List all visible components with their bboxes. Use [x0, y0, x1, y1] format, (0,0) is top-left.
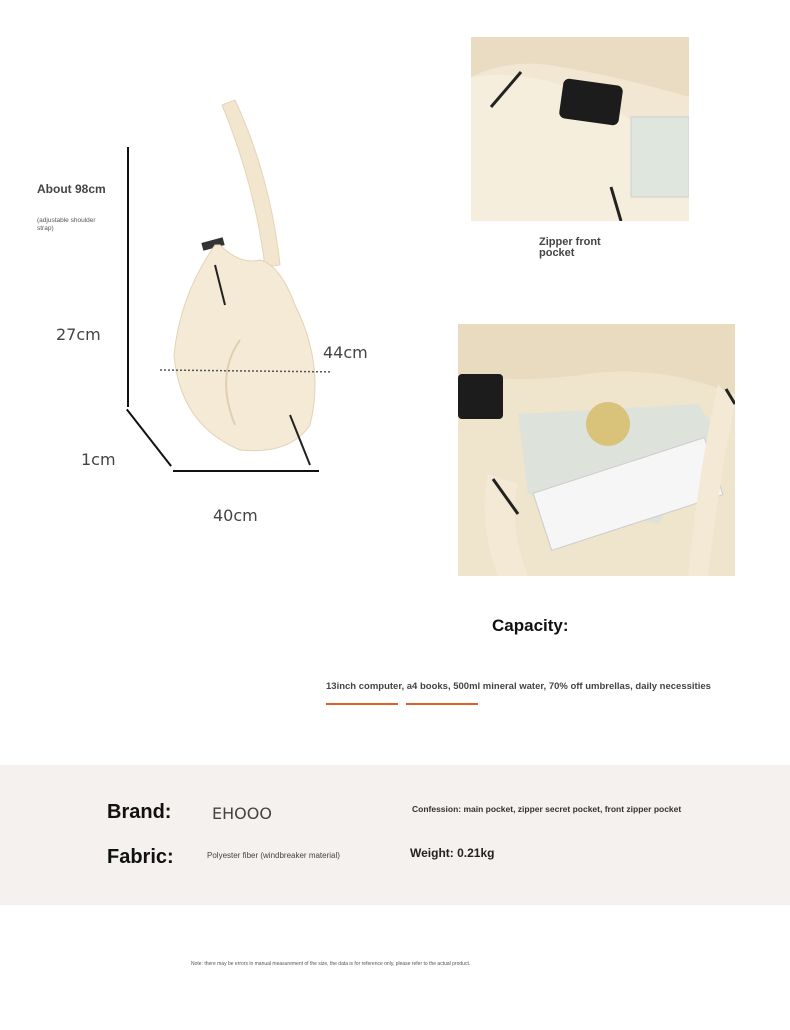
- strap-length-label: About 98cm: [37, 182, 106, 196]
- brand-value: EHOOO: [212, 804, 272, 823]
- fabric-value: Polyester fiber (windbreaker material): [207, 851, 340, 860]
- bag-illustration: [160, 95, 330, 475]
- specs-band: [0, 765, 790, 905]
- capacity-underline-1: [326, 703, 398, 705]
- confession-text: Confession: main pocket, zipper secret pocket, front zipper pocket: [412, 804, 682, 814]
- pocket-photo: [471, 37, 689, 221]
- fabric-label: Fabric:: [107, 846, 174, 868]
- brand-label: Brand:: [107, 801, 172, 823]
- measurement-note: Note: there may be errors in manual measurement of the size, the data is for reference only, please refer to the actual product.: [191, 961, 471, 967]
- pocket-caption: Zipper front pocket: [539, 236, 601, 259]
- inside-photo: [458, 324, 735, 576]
- capacity-underline-2: [406, 703, 478, 705]
- capacity-title: Capacity:: [492, 616, 569, 635]
- capacity-description: 13inch computer, a4 books, 500ml mineral water, 70% off umbrellas, daily necessities: [326, 681, 711, 692]
- height-label: 27cm: [56, 325, 101, 344]
- height-line: [127, 147, 129, 407]
- depth-label: 1cm: [81, 450, 116, 469]
- width-top-label: 44cm: [323, 343, 368, 362]
- strap-note-label: (adjustable shoulder strap): [37, 217, 96, 232]
- weight-text: Weight: 0.21kg: [410, 846, 495, 860]
- width-bottom-label: 40cm: [213, 506, 258, 525]
- width-line: [173, 470, 319, 472]
